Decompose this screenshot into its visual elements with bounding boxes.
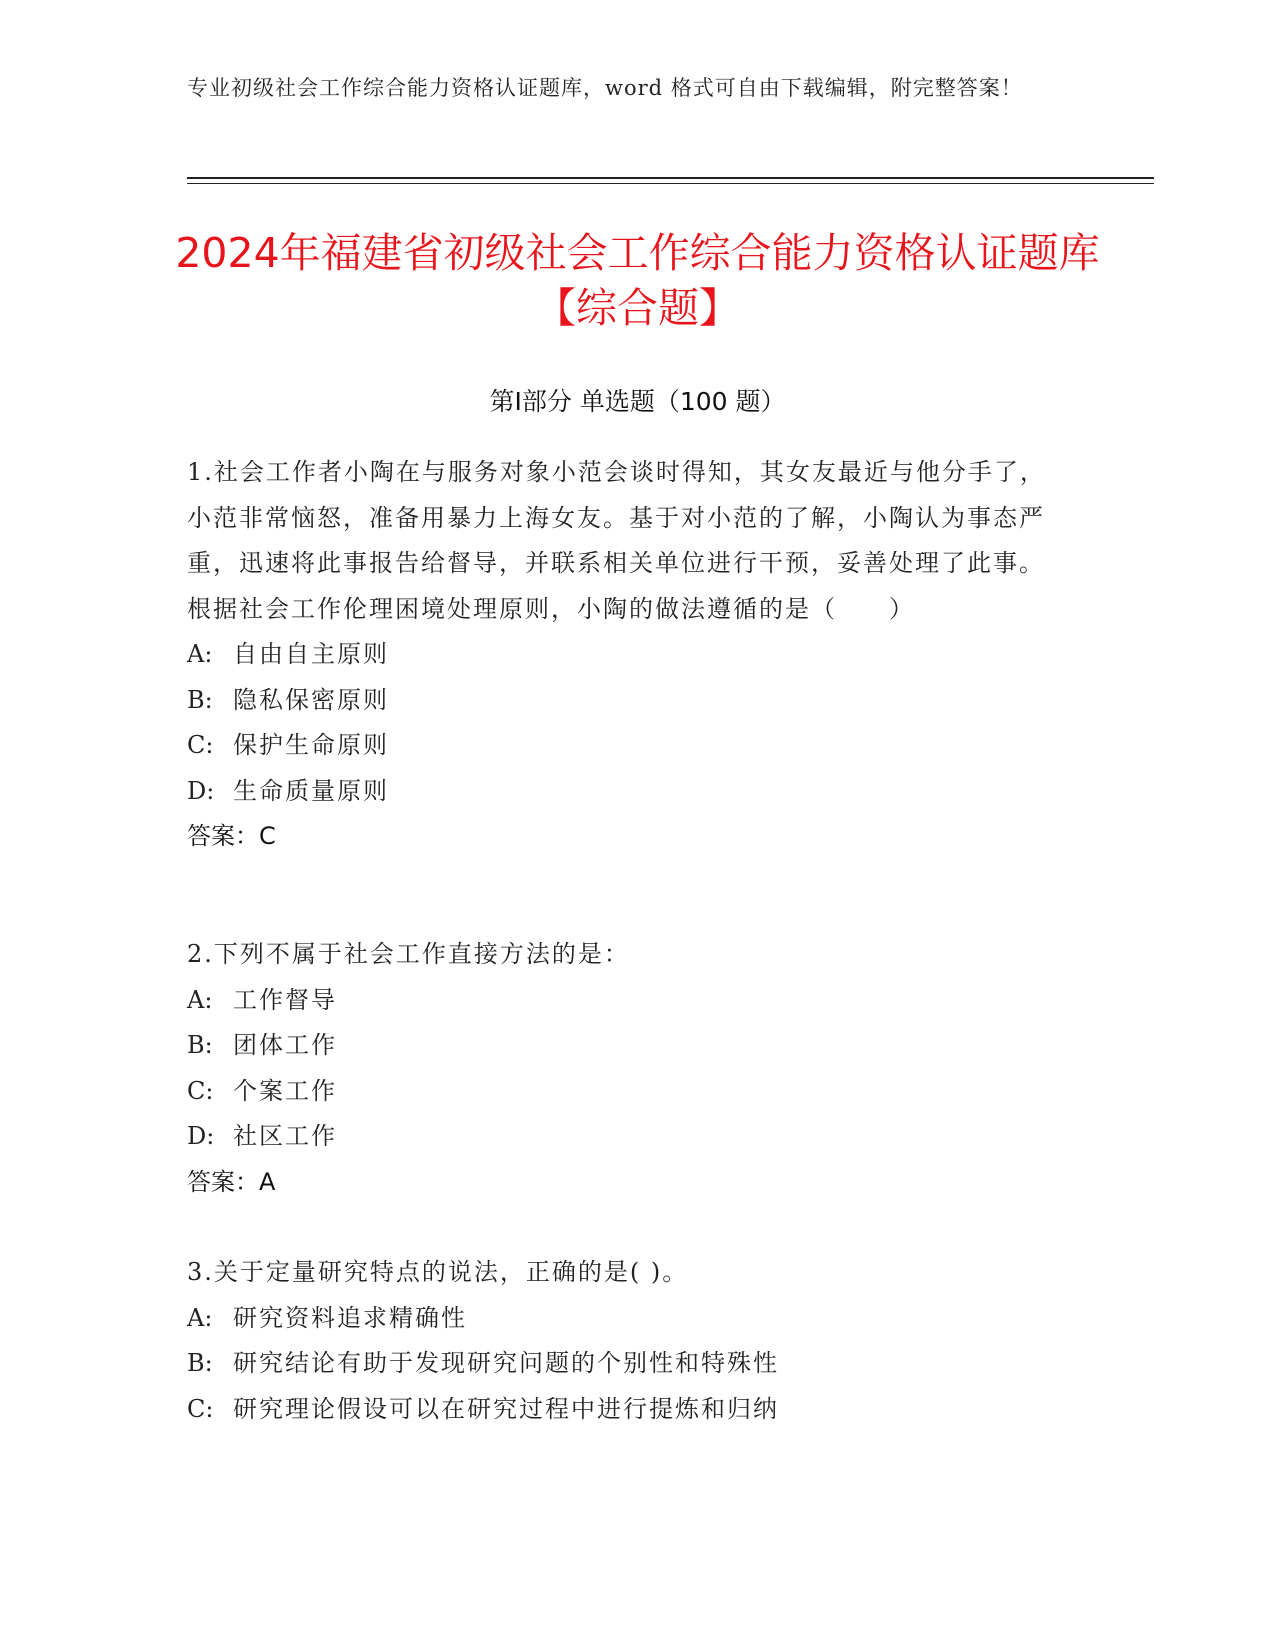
answer-line: 答案：A <box>187 1167 276 1196</box>
option-letter: B: <box>187 685 213 714</box>
option-text: 研究资料追求精确性 <box>233 1303 467 1332</box>
option-letter: D: <box>187 1122 215 1150</box>
option-c <box>187 1069 1067 1115</box>
header-divider-thick <box>187 177 1154 179</box>
header-note: 专业初级社会工作综合能力资格认证题库，word 格式可自由下载编辑，附完整答案！ <box>187 76 1023 100</box>
option-c <box>187 723 1067 769</box>
document-title: 2024年福建省初级社会工作综合能力资格认证题库【综合题】 <box>175 229 1100 332</box>
option-c <box>187 1387 1067 1433</box>
option-letter: A: <box>187 985 213 1014</box>
option-text: 隐私保密原则 <box>233 685 389 714</box>
option-letter: B: <box>187 1349 213 1377</box>
option-letter: C: <box>187 1394 214 1423</box>
question-stem: 2.下列不属于社会工作直接方法的是： <box>187 940 630 968</box>
option-text: 生命质量原则 <box>233 776 389 805</box>
option-a <box>187 978 1067 1024</box>
option-letter: B: <box>187 1031 213 1059</box>
option-d <box>187 769 1067 815</box>
answer-line: 答案：C <box>187 822 276 850</box>
section-heading: 第Ⅰ部分 单选题（100 题） <box>489 387 786 416</box>
option-text: 工作督导 <box>233 985 337 1014</box>
question-2 <box>187 932 1067 1205</box>
question-stem: 1.社会工作者小陶在与服务对象小范会谈时得知，其女友最近与他分手了，小范非常恼怒，准备用暴力上海女友。基于对小范的了解，小陶认为事态严重，迅速将此事报告给督导，并联系相关单位进行干预，妥善处理了此事。根据社会工作伦理困境处理原则，小陶的做法遵循的是（ ） <box>187 458 1046 623</box>
question-1 <box>187 450 1067 860</box>
option-text: 研究结论有助于发现研究问题的个别性和特殊性 <box>233 1349 779 1377</box>
option-text: 研究理论假设可以在研究过程中进行提炼和归纳 <box>233 1394 779 1423</box>
option-b <box>187 1023 1067 1069</box>
option-letter: C: <box>187 1076 214 1105</box>
option-text: 团体工作 <box>233 1031 337 1059</box>
option-text: 社区工作 <box>233 1122 337 1150</box>
question-stem: 3.关于定量研究特点的说法，正确的是( )。 <box>187 1258 689 1286</box>
option-text: 保护生命原则 <box>233 731 389 759</box>
option-b <box>187 678 1067 724</box>
option-letter: D: <box>187 776 215 805</box>
header-divider-thin <box>187 183 1154 184</box>
option-text: 自由自主原则 <box>233 640 389 668</box>
option-letter: A: <box>187 640 213 668</box>
option-text: 个案工作 <box>233 1076 337 1105</box>
question-3 <box>187 1250 1067 1432</box>
option-a <box>187 632 1067 678</box>
option-b <box>187 1341 1067 1387</box>
option-letter: C: <box>187 731 214 759</box>
option-letter: A: <box>187 1303 213 1332</box>
option-a <box>187 1296 1067 1342</box>
option-d <box>187 1114 1067 1160</box>
